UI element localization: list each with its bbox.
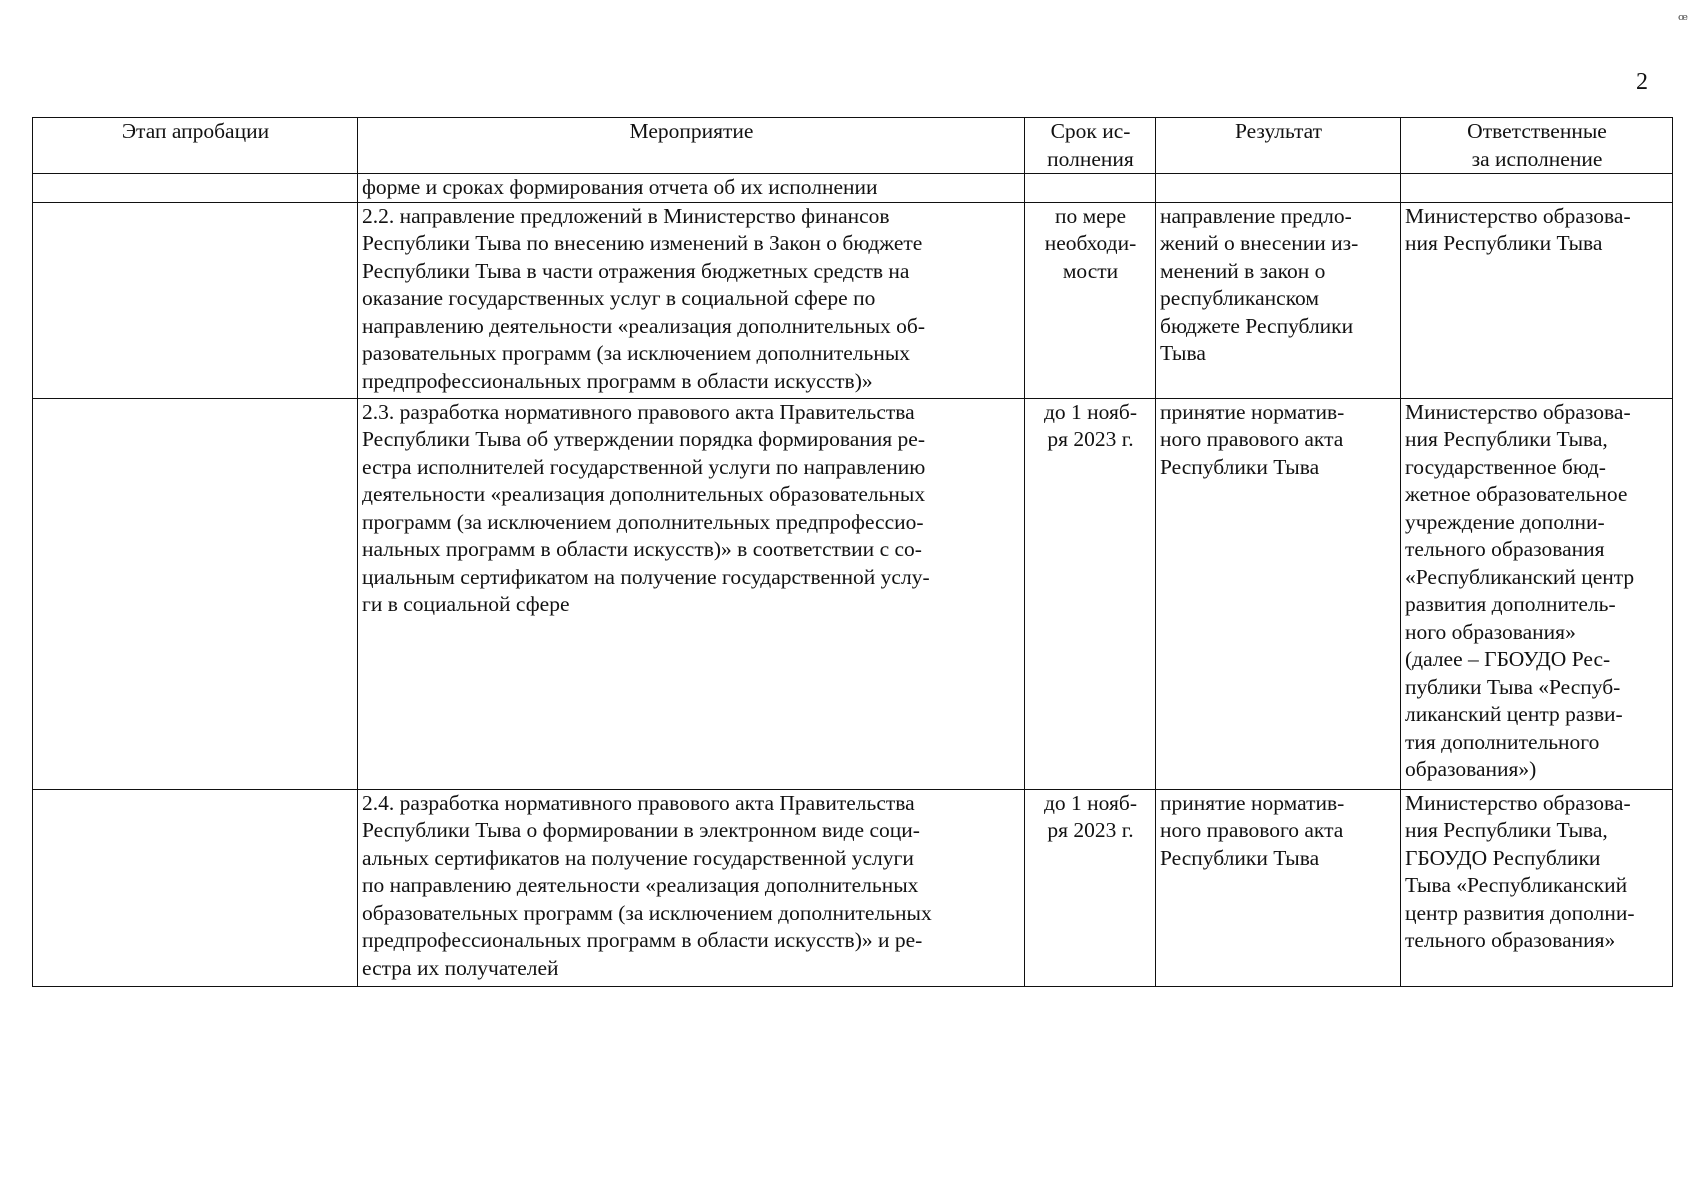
cell-stage (33, 202, 358, 398)
cell-result: принятие норматив- ного правового акта Республики Тыва (1156, 398, 1401, 789)
cell-stage (33, 174, 358, 203)
table-row (33, 398, 1673, 789)
page-number: 2 (1636, 69, 1648, 95)
cell-event: форме и сроках формирования отчета об их исполнении (358, 174, 1025, 203)
header-event: Мероприятие (358, 118, 1025, 174)
cell-responsible: Министерство образова- ния Республики Тыва, государственное бюд- жетное образовательное учреждение дополни- тельного образования «Республиканский центр развития дополнитель- ного образования» (далее – ГБОУДО Рес- публики Тыва «Респуб- ликанский центр разви- тия дополнительного образования») (1401, 398, 1673, 789)
table-row (33, 202, 1673, 398)
table-row (33, 789, 1673, 986)
cell-event: 2.4. разработка нормативного правового акта Правительства Республики Тыва о формировании в электронном виде соци- альных сертификатов на получение государственной услуги по направлению деятельности «реализация дополнительных образовательных программ (за исключением дополнительных предпрофессиональных программ в области искусств)» и ре- естра их получателей (358, 789, 1025, 986)
plan-table (32, 117, 1673, 987)
cell-deadline (1025, 174, 1156, 203)
cell-stage (33, 398, 358, 789)
corner-mark: ꟹ (1678, 12, 1688, 29)
header-deadline: Срок ис- полнения (1025, 118, 1156, 174)
cell-responsible: Министерство образова- ния Республики Тыва (1401, 202, 1673, 398)
cell-responsible (1401, 174, 1673, 203)
header-responsible: Ответственные за исполнение (1401, 118, 1673, 174)
cell-result (1156, 174, 1401, 203)
table-header-row (33, 118, 1673, 174)
cell-result: направление предло- жений о внесении из- менений в закон о республиканском бюджете Республики Тыва (1156, 202, 1401, 398)
cell-responsible: Министерство образова- ния Республики Тыва, ГБОУДО Республики Тыва «Республиканский центр развития дополни- тельного образования» (1401, 789, 1673, 986)
cell-stage (33, 789, 358, 986)
cell-event: 2.2. направление предложений в Министерство финансов Республики Тыва по внесению изменений в Закон о бюджете Республики Тыва в части отражения бюджетных средств на оказание государственных услуг в социальной сфере по направлению деятельности «реализация дополнительных об- разовательных программ (за исключением дополнительных предпрофессиональных программ в области искусств)» (358, 202, 1025, 398)
cell-deadline: до 1 нояб- ря 2023 г. (1025, 398, 1156, 789)
cell-deadline: до 1 нояб- ря 2023 г. (1025, 789, 1156, 986)
cell-event: 2.3. разработка нормативного правового акта Правительства Республики Тыва об утверждении порядка формирования ре- естра исполнителей государственной услуги по направлению деятельности «реализация дополнительных образовательных программ (за исключением дополнительных предпрофессио- нальных программ в области искусств)» в соответствии с со- циальным сертификатом на получение государственной услу- ги в социальной сфере (358, 398, 1025, 789)
cell-result: принятие норматив- ного правового акта Республики Тыва (1156, 789, 1401, 986)
header-result: Результат (1156, 118, 1401, 174)
header-stage: Этап апробации (33, 118, 358, 174)
cell-deadline: по мере необходи- мости (1025, 202, 1156, 398)
table-row (33, 174, 1673, 203)
